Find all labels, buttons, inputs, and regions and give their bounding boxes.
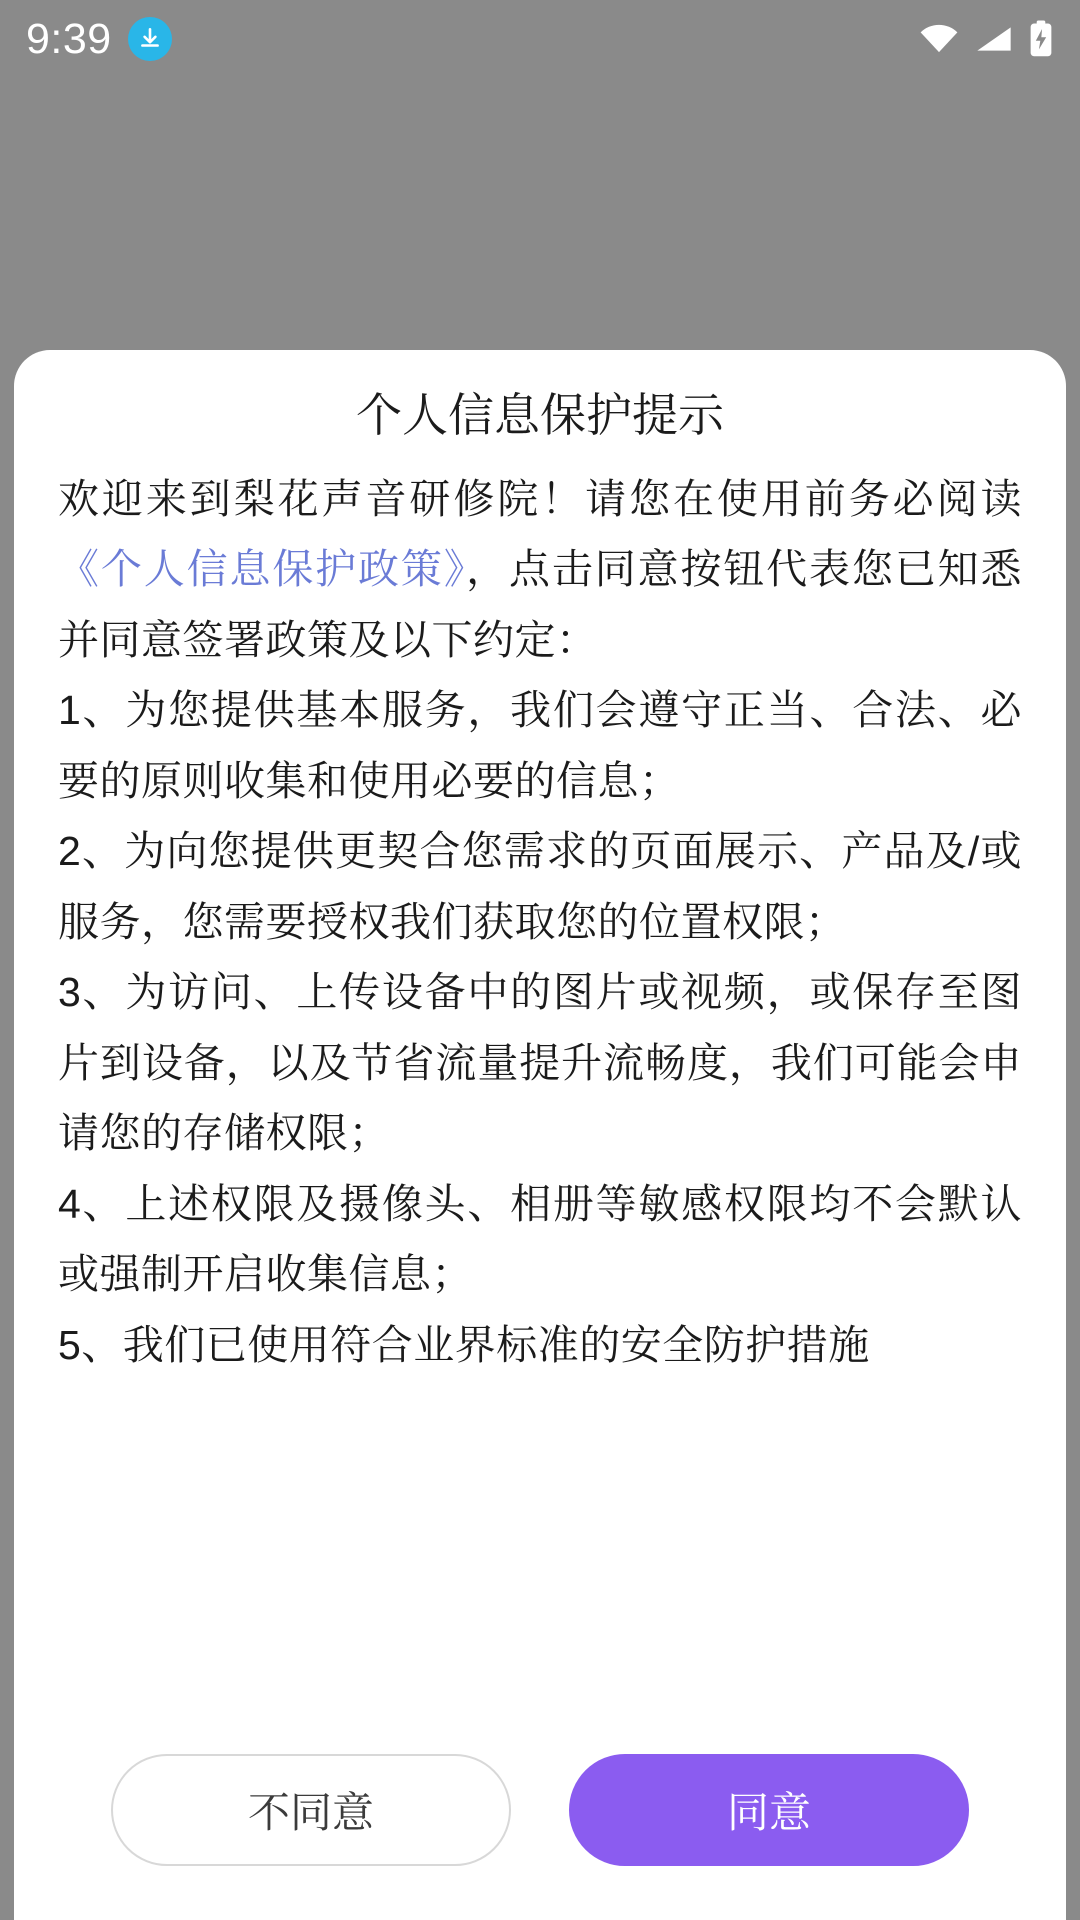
intro-text-before-link: 欢迎来到梨花声音研修院！请您在使用前务必阅读 [58, 475, 1022, 522]
dialog-title: 个人信息保护提示 [356, 389, 724, 441]
term-item: 1、为您提供基本服务，我们会遵守正当、合法、必要的原则收集和使用必要的信息； [58, 687, 1022, 804]
disagree-button[interactable]: 不同意 [111, 1754, 511, 1866]
term-item: 5、我们已使用符合业界标准的安全防护措施 [58, 1321, 870, 1368]
dialog-body [58, 464, 1022, 1584]
status-bar-right [918, 20, 1054, 58]
status-bar [0, 0, 1080, 78]
wifi-icon [918, 23, 960, 55]
battery-charging-icon [1028, 20, 1054, 58]
dialog-intro-paragraph [58, 464, 1022, 676]
privacy-policy-link[interactable]: 《个人信息保护政策》 [58, 546, 467, 593]
privacy-dialog [14, 350, 1066, 1920]
term-item: 2、为向您提供更契合您需求的页面展示、产品及/或服务，您需要授权我们获取您的位置权限； [58, 828, 1022, 945]
status-bar-left [26, 14, 172, 63]
agree-button[interactable]: 同意 [569, 1754, 969, 1866]
intro-text-after-link: ，点击同意按钮代表您已知悉并同意签署政策及以下约定： [58, 546, 1022, 663]
status-bar-clock: 9:39 [26, 14, 112, 63]
dialog-button-row [14, 1754, 1066, 1866]
term-item: 4、上述权限及摄像头、相册等敏感权限均不会默认或强制开启收集信息； [58, 1180, 1022, 1298]
download-badge-icon [128, 17, 172, 61]
term-item: 3、为访问、上传设备中的图片或视频，或保存至图片到设备，以及节省流量提升流畅度，我们可能会申请您的存储权限； [58, 969, 1022, 1157]
signal-icon [974, 23, 1014, 55]
